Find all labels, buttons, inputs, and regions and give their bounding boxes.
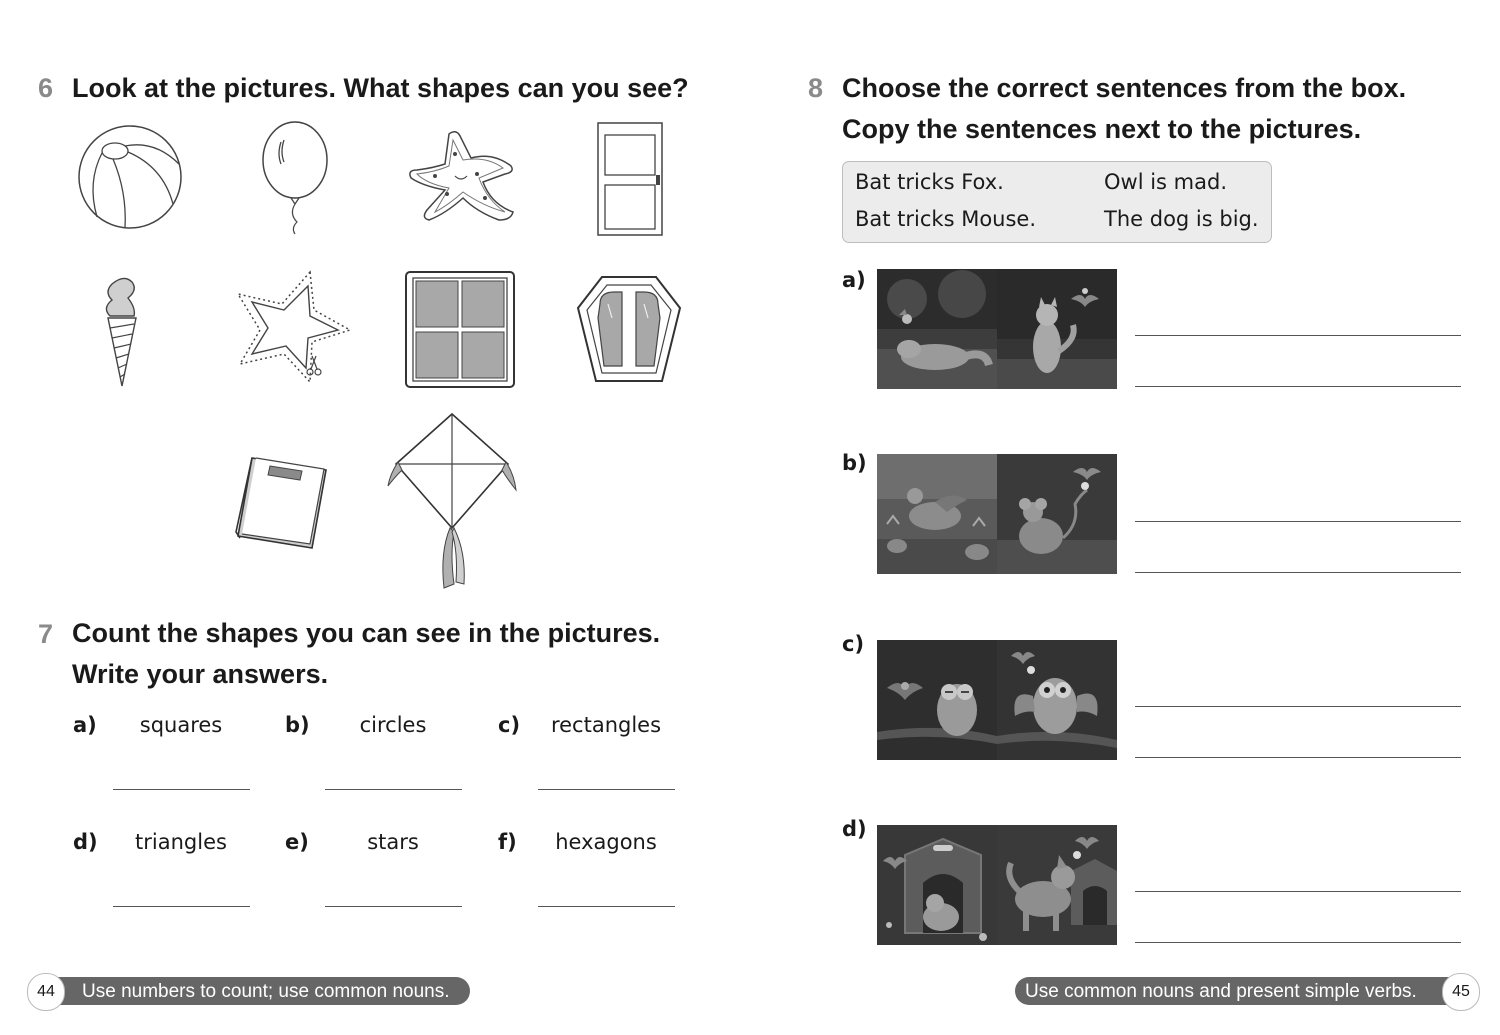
mouse-sleeping-scene-image xyxy=(877,454,997,574)
footer-text-left: Use numbers to count; use common nouns. xyxy=(82,981,450,1002)
sentence-box xyxy=(842,161,1272,243)
q7-answer-line[interactable] xyxy=(538,906,675,907)
sentence-option: Bat tricks Mouse. xyxy=(855,207,1037,231)
sentence-option: Bat tricks Fox. xyxy=(855,170,1004,194)
balloon-picture xyxy=(255,118,335,238)
dog-sleeping-scene-image xyxy=(877,825,997,945)
q8-writing-line[interactable] xyxy=(1135,757,1461,758)
book-picture xyxy=(232,456,330,551)
q8-writing-line[interactable] xyxy=(1135,521,1461,522)
q7-item-word: hexagons xyxy=(555,830,657,854)
question-8-number: 8 xyxy=(808,73,824,103)
q7-answer-line[interactable] xyxy=(113,906,250,907)
q7-answer-line[interactable] xyxy=(325,789,462,790)
q7-item-word: circles xyxy=(359,713,427,737)
question-6-number: 6 xyxy=(38,73,54,103)
q7-item-label: b) xyxy=(285,713,310,737)
q7-item-word: stars xyxy=(367,830,419,854)
q8-item-label: d) xyxy=(842,817,867,841)
q7-item-label: f) xyxy=(498,830,517,854)
hexagon-window-picture xyxy=(576,274,682,384)
q8-item-label: a) xyxy=(842,268,866,292)
q7-item-label: e) xyxy=(285,830,309,854)
window-picture xyxy=(404,270,517,390)
paper-star-picture xyxy=(234,268,354,390)
question-8-line-1: Choose the correct sentences from the box. xyxy=(842,73,1407,103)
q8-item-label: c) xyxy=(842,632,865,656)
q8-writing-line[interactable] xyxy=(1135,891,1461,892)
kite-picture xyxy=(384,412,520,592)
sentence-option: The dog is big. xyxy=(1104,207,1259,231)
q8-writing-line[interactable] xyxy=(1135,335,1461,336)
q8-item-label: b) xyxy=(842,451,867,475)
q7-item-label: d) xyxy=(73,830,98,854)
footer-text-right: Use common nouns and present simple verbs. xyxy=(1025,981,1417,1002)
q7-item-word: rectangles xyxy=(550,713,662,737)
q7-answer-line[interactable] xyxy=(325,906,462,907)
door-picture xyxy=(596,121,666,238)
fox-and-bat-scene-image xyxy=(997,269,1117,389)
ice-cream-cone-picture xyxy=(98,274,146,390)
question-7-number: 7 xyxy=(38,619,54,649)
fox-sleeping-scene-image xyxy=(877,269,997,389)
question-8-line-2: Copy the sentences next to the pictures. xyxy=(842,114,1362,144)
q8-writing-line[interactable] xyxy=(1135,942,1461,943)
q7-item-label: c) xyxy=(498,713,521,737)
q8-writing-line[interactable] xyxy=(1135,386,1461,387)
question-7-line-2: Write your answers. xyxy=(72,659,329,689)
page-number-left: 44 xyxy=(27,973,65,1011)
q7-item-label: a) xyxy=(73,713,97,737)
page-number-right: 45 xyxy=(1442,973,1480,1011)
owl-and-bat-scene-image xyxy=(997,640,1117,760)
question-7-line-1: Count the shapes you can see in the pictures. xyxy=(72,618,661,648)
q7-answer-line[interactable] xyxy=(113,789,250,790)
q7-answer-line[interactable] xyxy=(538,789,675,790)
starfish-picture xyxy=(405,128,523,226)
q8-writing-line[interactable] xyxy=(1135,706,1461,707)
q8-writing-line[interactable] xyxy=(1135,572,1461,573)
mouse-and-bat-scene-image xyxy=(997,454,1117,574)
q7-item-word: squares xyxy=(139,713,223,737)
dog-and-bat-scene-image xyxy=(997,825,1117,945)
beach-ball-picture xyxy=(75,122,185,232)
owl-sleeping-scene-image xyxy=(877,640,997,760)
sentence-option: Owl is mad. xyxy=(1104,170,1227,194)
q7-item-word: triangles xyxy=(135,830,227,854)
question-6-prompt: Look at the pictures. What shapes can you see? xyxy=(72,73,689,103)
